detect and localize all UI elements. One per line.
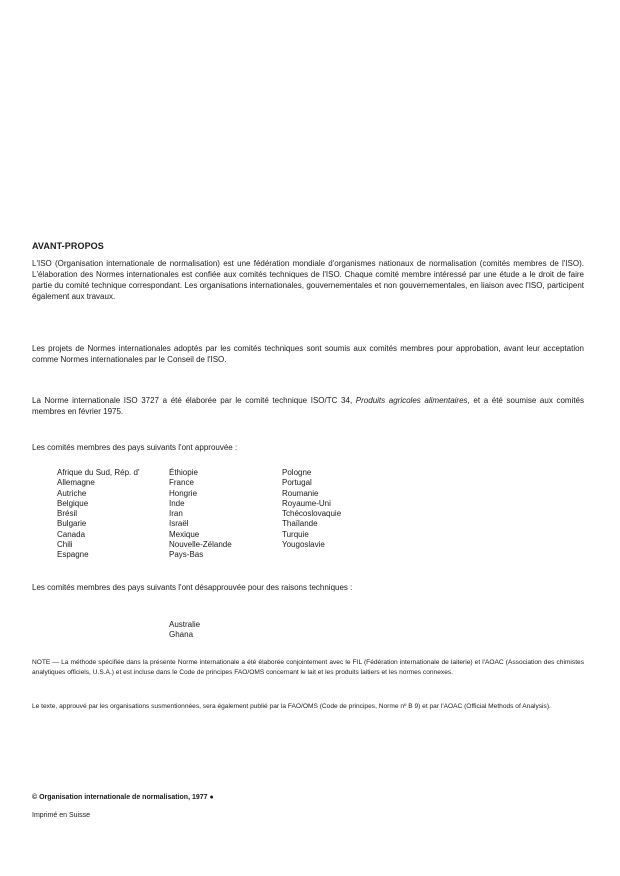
country-name: Turquie — [282, 529, 309, 539]
country-name: Australie — [169, 620, 201, 629]
paragraph-iso-intro: L'ISO (Organisation internationale de normalisation) est une fédération mondiale d'organismes nationaux de normalisation (comités membres de l'ISO). L'élaboration des Normes internationales est confiée aux comités techniques de l'ISO. Chaque comité membre intéressé par une étude a le droit de faire partie du comité technique correspondant. Les organisations internationales, gouvernementales et non gouvernementales, en liaison avec l'ISO, participent également aux travaux. — [32, 259, 584, 301]
country-name: Israël — [169, 519, 189, 529]
country-name: Royaume-Uni — [282, 498, 331, 508]
country-name: Canada — [57, 529, 86, 539]
country-name: Iran — [169, 509, 183, 519]
approved-countries-column-2 — [169, 468, 232, 561]
paragraph-iso-3727-start: La Norme internationale ISO 3727 a été élaborée par le comité technique ISO/TC 34, — [32, 396, 356, 405]
country-name: Pays-Bas — [169, 550, 204, 560]
note-method: NOTE — La méthode spécifiée dans la présente Norme internationale a été élaborée conjointement avec le FIL (Fédération internationale de laiterie) et l'AOAC (Association des chimistes analytiques officiels, U.S.A.) et est incluse dans le Code de principes FAO/OMS concernant le lait et les produits laitiers et les normes connexes. — [32, 659, 584, 677]
country-name: Belgique — [57, 498, 89, 508]
paragraph-disapproved-intro: Les comités membres des pays suivants l'ont désapprouvée pour des raisons techniques : — [32, 583, 353, 592]
country-name: Espagne — [57, 550, 89, 560]
country-name: Brésil — [57, 509, 78, 519]
country-name: Ghana — [169, 630, 194, 640]
country-name: Bulgarie — [57, 519, 87, 529]
country-name: France — [169, 478, 194, 488]
country-name: Mexique — [169, 529, 200, 539]
copyright-line: © Organisation internationale de normalisation, 1977 ● — [32, 794, 214, 801]
country-name: Éthiopie — [169, 468, 198, 477]
country-name: Hongrie — [169, 488, 198, 498]
country-name: Thaïlande — [282, 519, 318, 529]
paragraph-iso-3727-end: , et a été soumise aux comités membres en février 1975. — [32, 396, 585, 416]
section-heading: AVANT-PROPOS — [32, 241, 104, 251]
note-publication: Le texte, approuvé par les organisations susmentionnées, sera également publié par la FAO/OMS (Code de principes, Norme nº B 9) et par l'AOAC (Official Methods of Analysis). — [32, 703, 551, 710]
disapproved-countries-list — [169, 620, 200, 641]
country-name: Chili — [57, 540, 73, 550]
country-name: Yougoslavie — [282, 540, 325, 550]
country-name: Autriche — [57, 488, 87, 498]
committee-title: Produits agricoles alimentaires — [355, 396, 468, 405]
country-name: Tchécoslovaquie — [282, 509, 342, 519]
paragraph-approved-intro: Les comités membres des pays suivants l'ont approuvée : — [32, 443, 238, 452]
country-name: Afrique du Sud, Rép. d' — [57, 468, 140, 477]
country-name: Pologne — [282, 468, 312, 477]
country-name: Portugal — [282, 478, 312, 488]
country-name: Allemagne — [57, 478, 95, 488]
country-name: Nouvelle-Zélande — [169, 540, 232, 550]
country-name: Roumanie — [282, 488, 319, 498]
paragraph-draft-approval: Les projets de Normes internationales adoptés par les comités techniques sont soumis aux comités membres pour approbation, avant leur acceptation comme Normes internationales par le Conseil de l'ISO. — [32, 344, 584, 364]
approved-countries-column-1 — [57, 468, 139, 561]
paragraph-iso-3727 — [32, 396, 584, 418]
country-name: Inde — [169, 498, 185, 508]
approved-countries-column-3 — [282, 468, 341, 550]
printed-in-line: Imprimé en Suisse — [32, 812, 90, 819]
